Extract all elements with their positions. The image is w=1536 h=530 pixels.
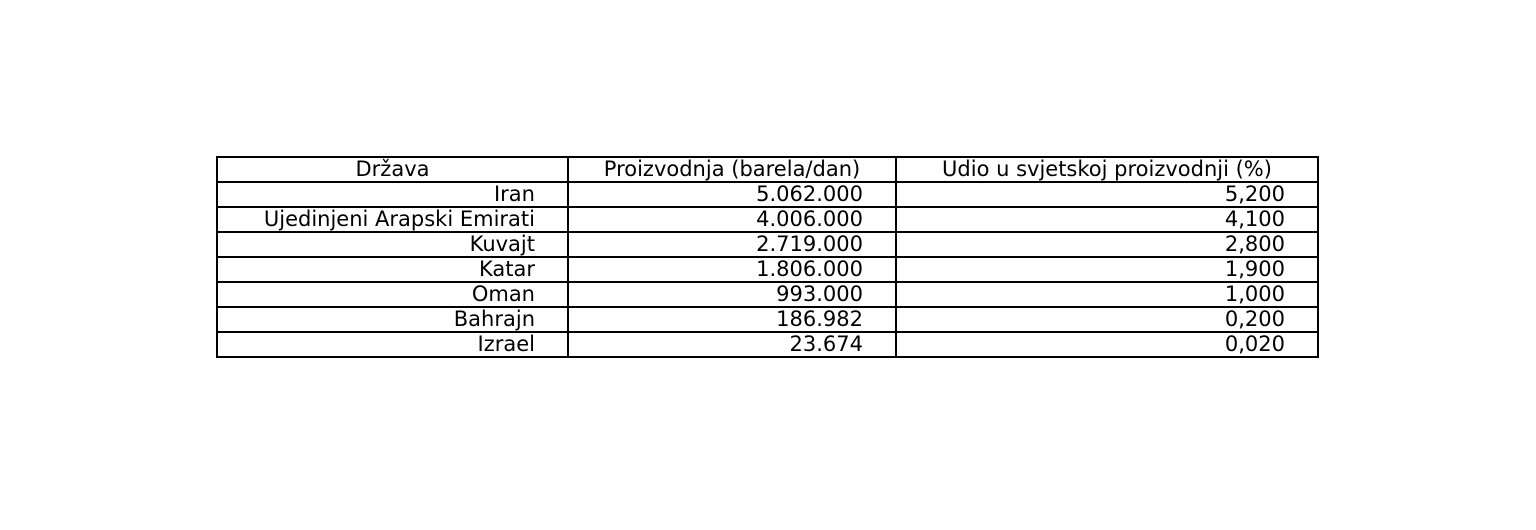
table-row	[217, 307, 1318, 332]
cell-country: Oman	[217, 282, 568, 307]
table-row	[217, 232, 1318, 257]
cell-world-share: 1,000	[896, 282, 1318, 307]
cell-world-share: 4,100	[896, 207, 1318, 232]
cell-production: 2.719.000	[568, 232, 896, 257]
table-row	[217, 182, 1318, 207]
oil-production-table	[216, 156, 1319, 358]
cell-production: 5.062.000	[568, 182, 896, 207]
table-row	[217, 207, 1318, 232]
cell-production: 23.674	[568, 332, 896, 357]
cell-production: 993.000	[568, 282, 896, 307]
cell-country: Ujedinjeni Arapski Emirati	[217, 207, 568, 232]
cell-production: 4.006.000	[568, 207, 896, 232]
cell-country: Bahrajn	[217, 307, 568, 332]
cell-world-share: 1,900	[896, 257, 1318, 282]
column-header-world-share: Udio u svjetskoj proizvodnji (%)	[896, 157, 1318, 182]
cell-world-share: 0,020	[896, 332, 1318, 357]
cell-country: Iran	[217, 182, 568, 207]
cell-country: Kuvajt	[217, 232, 568, 257]
column-header-production: Proizvodnja (barela/dan)	[568, 157, 896, 182]
cell-country: Katar	[217, 257, 568, 282]
cell-world-share: 0,200	[896, 307, 1318, 332]
column-header-country: Država	[217, 157, 568, 182]
cell-world-share: 2,800	[896, 232, 1318, 257]
cell-production: 186.982	[568, 307, 896, 332]
table-row	[217, 282, 1318, 307]
table-row	[217, 257, 1318, 282]
cell-world-share: 5,200	[896, 182, 1318, 207]
cell-country: Izrael	[217, 332, 568, 357]
cell-production: 1.806.000	[568, 257, 896, 282]
header-row	[217, 157, 1318, 182]
table-row	[217, 332, 1318, 357]
